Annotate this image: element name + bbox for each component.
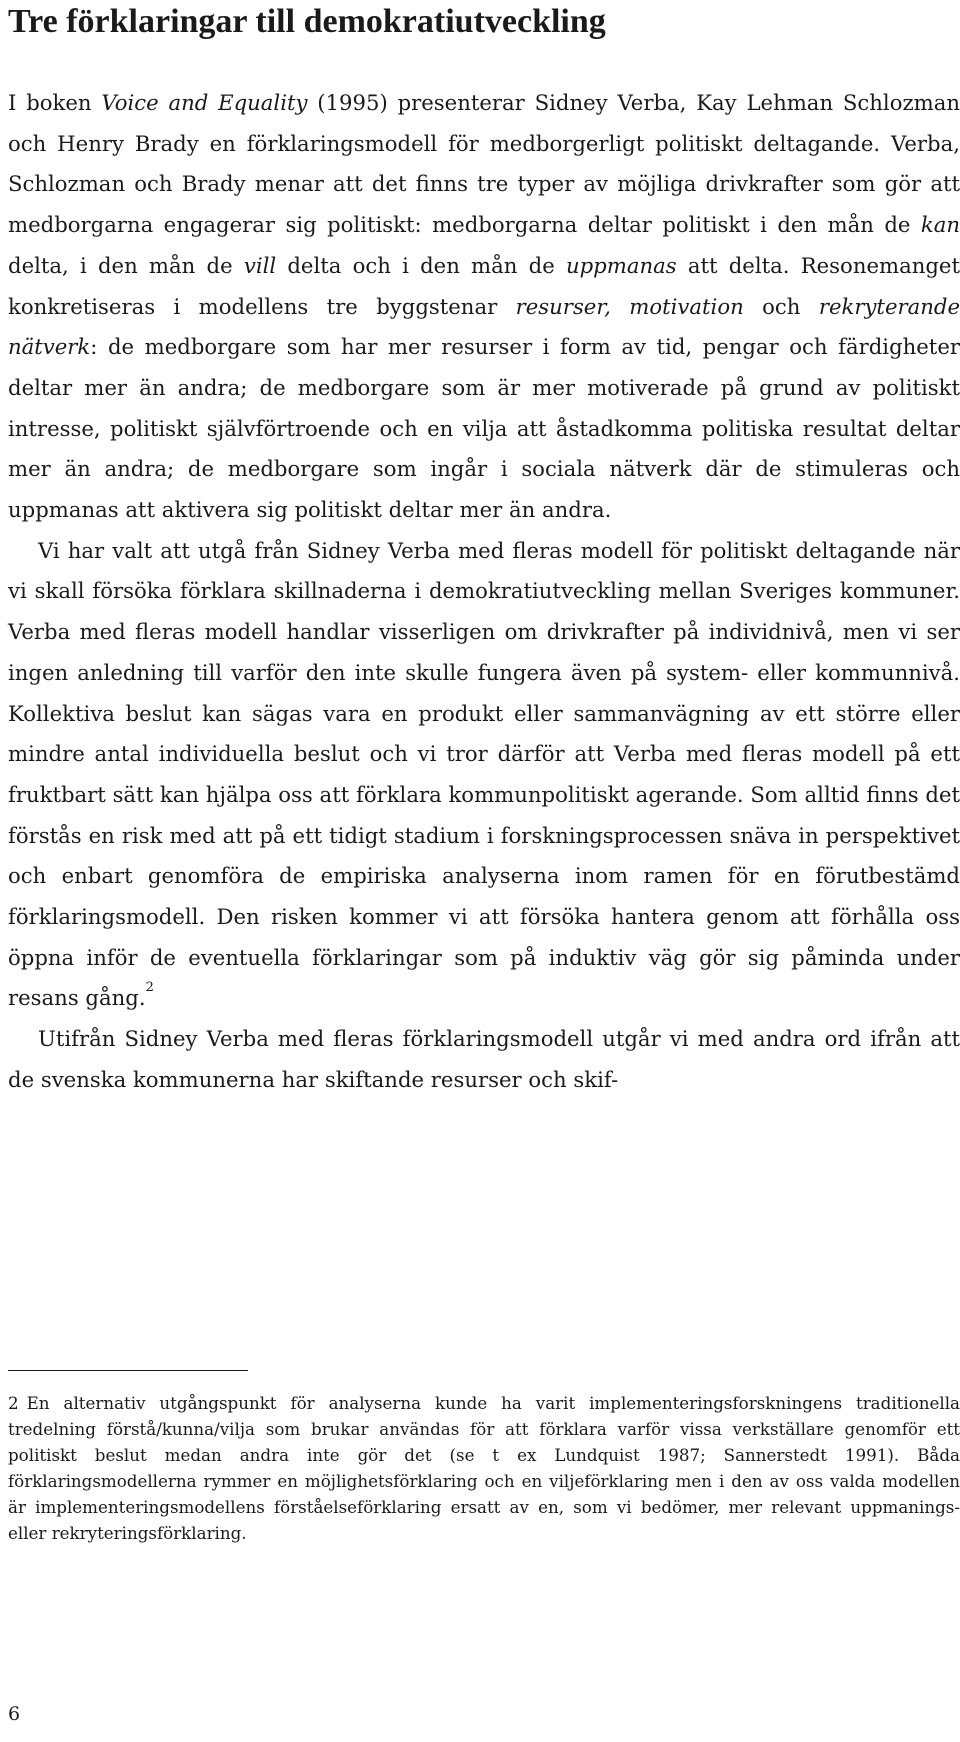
footnote [8,1390,960,1546]
emphasis-uppmanas: uppmanas [565,252,677,278]
text-run: I boken [8,90,102,115]
paragraph-2 [8,531,960,1019]
emphasis-kan: kan [920,212,960,238]
text-run: Vi har valt att utgå från Sidney Verba med fleras modell för politiskt deltagande när vi skall försöka förklara skillnaderna i demokratiutveckling mellan Sveriges kommuner. Verba med fleras modell handlar visserligen om drivkrafter på individnivå, men vi ser ingen anledning till varför den inte skulle fungera även på system- eller kommunnivå. Kollektiva beslut kan sägas vara en produkt eller sammanvägning av ett större eller mindre antal individuella beslut och vi tror därför att Verba med fleras modell på ett fruktbart sätt kan hjälpa oss att förklara kommunpolitiskt agerande. Som alltid finns det förstås en risk med att på ett tidigt stadium i forskningsprocessen snäva in perspektivet och enbart genomföra de empiriska analyserna inom ramen för en förutbestämd förklaringsmodell. Den risken kommer vi att försöka hantera genom att förhålla oss öppna inför de eventuella förklaringar som på induktiv väg gör sig påminda under resans gång. [8,537,960,1011]
page-number: 6 [8,1703,21,1725]
paragraph-1 [8,83,960,531]
text-run: (1995) presenterar Sidney Verba, Kay Lehman Schlozman och Henry Brady en förklaringsmodell för medborgerligt politiskt deltagande. Verba, Schlozman och Brady menar att det finns tre typer av möjliga drivkrafter som gör att medborgarna engagerar sig politiskt: medborgarna deltar politiskt i den mån de [8,90,960,238]
footnote-number: 2 [8,1393,19,1413]
paragraph-3 [8,1019,960,1100]
book-title-italic: Voice and Equality [101,90,308,115]
text-run: och [743,293,819,319]
text-run: att delta. Resonemanget konkretiseras i modellens tre byggstenar [8,252,960,319]
document-page [8,0,960,1725]
footnote-reference[interactable]: 2 [145,980,154,996]
emphasis-rekryterande-natverk: rekryterande nätverk [8,293,960,360]
text-run: Utifrån Sidney Verba med fleras förklaringsmodell utgår vi med andra ord ifrån att de svenska kommunerna har skiftande resurser och skif- [8,1026,960,1092]
text-run: : de medborgare som har mer resurser i form av tid, pengar och färdigheter deltar mer än andra; de medborgare som är mer motiverade på grund av politiskt intresse, politiskt självförtroende och en vilja att åstadkomma politiska resultat deltar mer än andra; de medborgare som ingår i sociala nätverk där de stimuleras och uppmanas att aktivera sig politiskt deltar mer än andra. [8,334,960,523]
text-run: delta och i den mån de [276,252,566,278]
section-heading: Tre förklaringar till demokratiutveckling [8,3,606,40]
text-run: delta, i den mån de [8,252,244,278]
emphasis-vill: vill [243,252,277,278]
footnote-divider [8,1370,248,1371]
footnote-text: En alternativ utgångspunkt för analyserna kunde ha varit implementeringsforskningens traditionella tredelning förstå/kunna/vilja som brukar användas för att förklara varför vissa verkställare genomför ett politiskt beslut medan andra inte gör det (se t ex Lundquist 1987; Sannerstedt 1991). Båda förklaringsmodellerna rymmer en möjlighetsförklaring och en viljeförklaring men i den av oss valda modellen är implementeringsmodellens förståelseförklaring ersatt av en, som vi bedömer, mer relevant uppmanings- eller rekryteringsförklaring. [8,1393,960,1543]
emphasis-resurser-motivation: resurser, motivation [515,293,744,319]
body-text [8,83,960,1101]
